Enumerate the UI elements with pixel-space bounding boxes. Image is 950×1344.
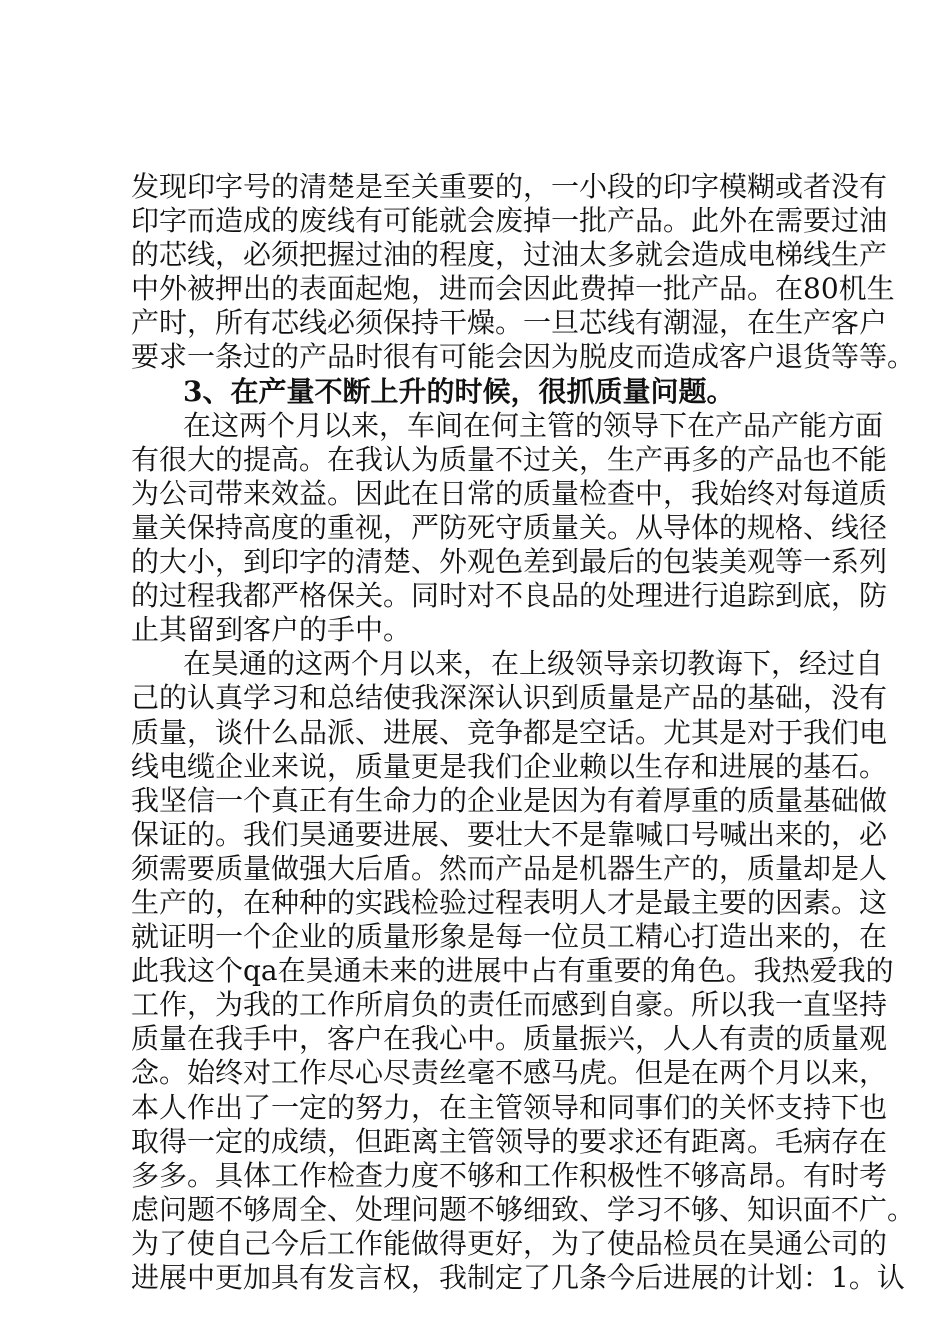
text-line: 工作，为我的工作所肩负的责任而感到自豪。所以我一直坚持 xyxy=(131,988,888,1022)
paragraph-reflection xyxy=(131,647,916,1295)
text-line: 的大小，到印字的清楚、外观色差到最后的包装美观等一系列 xyxy=(131,545,888,579)
text-line: 止其留到客户的手中。 xyxy=(131,613,412,647)
text-line: 保证的。我们昊通要进展、要壮大不是靠喊口号喊出来的，必 xyxy=(131,817,888,851)
text-line: 的芯线，必须把握过油的程度，过油太多就会造成电梯线生产 xyxy=(131,238,888,272)
document-body xyxy=(131,170,916,1295)
text-line: 的过程我都严格保关。同时对不良品的处理进行追踪到底，防 xyxy=(131,579,888,613)
text-line: 线电缆企业来说，质量更是我们企业赖以生存和进展的基石。 xyxy=(131,749,888,783)
text-line: 己的认真学习和总结使我深深认识到质量是产品的基础，没有 xyxy=(131,681,888,715)
paragraph-production-quality xyxy=(131,408,888,648)
text-line: 须需要质量做强大后盾。然而产品是机器生产的，质量却是人 xyxy=(131,851,888,885)
text-line: 在这两个月以来，车间在何主管的领导下在产品产能方面 xyxy=(183,408,884,442)
paragraph-quality-printing xyxy=(131,170,916,375)
text-line: 有很大的提高。在我认为质量不过关，生产再多的产品也不能 xyxy=(131,442,888,476)
text-line: 质量在我手中，客户在我心中。质量振兴，人人有责的质量观 xyxy=(131,1022,888,1056)
text-line: 此我这个qa在昊通未来的进展中占有重要的角色。我热爱我的 xyxy=(131,954,894,988)
section-heading xyxy=(131,375,831,409)
text-line: 进展中更加具有发言权，我制定了几条今后进展的计划：1。认 xyxy=(131,1261,905,1294)
text-line: 虑问题不够周全、处理问题不够细致、学习不够、知识面不广。 xyxy=(131,1192,916,1226)
text-line: 本人作出了一定的努力，在主管领导和同事们的关怀支持下也 xyxy=(131,1090,888,1124)
text-line: 印字而造成的废线有可能就会废掉一批产品。此外在需要过油 xyxy=(131,204,888,238)
text-line: 中外被押出的表面起炮，进而会因此费掉一批产品。在80机生 xyxy=(131,272,895,306)
text-line: 我坚信一个真正有生命力的企业是因为有着厚重的质量基础做 xyxy=(131,783,888,817)
text-line: 在昊通的这两个月以来，在上级领导亲切教诲下，经过自 xyxy=(183,647,884,681)
text-line: 质量，谈什么品派、进展、竞争都是空话。尤其是对于我们电 xyxy=(131,715,888,749)
text-line: 取得一定的成绩，但距离主管领导的要求还有距离。毛病存在 xyxy=(131,1124,888,1158)
text-line: 念。始终对工作尽心尽责丝毫不感马虎。但是在两个月以来， xyxy=(131,1056,888,1090)
text-line: 多多。具体工作检查力度不够和工作积极性不够高昂。有时考 xyxy=(131,1158,888,1192)
text-line: 为了使自己今后工作能做得更好，为了使品检员在昊通公司的 xyxy=(131,1226,888,1260)
text-line: 为公司带来效益。因此在日常的质量检查中，我始终对每道质 xyxy=(131,476,888,510)
text-line: 要求一条过的产品时很有可能会因为脱皮而造成客户退货等等。 xyxy=(131,340,916,374)
heading-text: 3、在产量不断上升的时候，很抓质量问题。 xyxy=(183,374,735,408)
text-line: 发现印字号的清楚是至关重要的，一小段的印字模糊或者没有 xyxy=(131,170,888,203)
text-line: 就证明一个企业的质量形象是每一位员工精心打造出来的，在 xyxy=(131,920,888,954)
text-line: 生产的，在种种的实践检验过程表明人才是最主要的因素。这 xyxy=(131,885,888,919)
text-line: 产时，所有芯线必须保持干燥。一旦芯线有潮湿，在生产客户 xyxy=(131,306,888,340)
text-line: 量关保持高度的重视，严防死守质量关。从导体的规格、线径 xyxy=(131,510,888,544)
